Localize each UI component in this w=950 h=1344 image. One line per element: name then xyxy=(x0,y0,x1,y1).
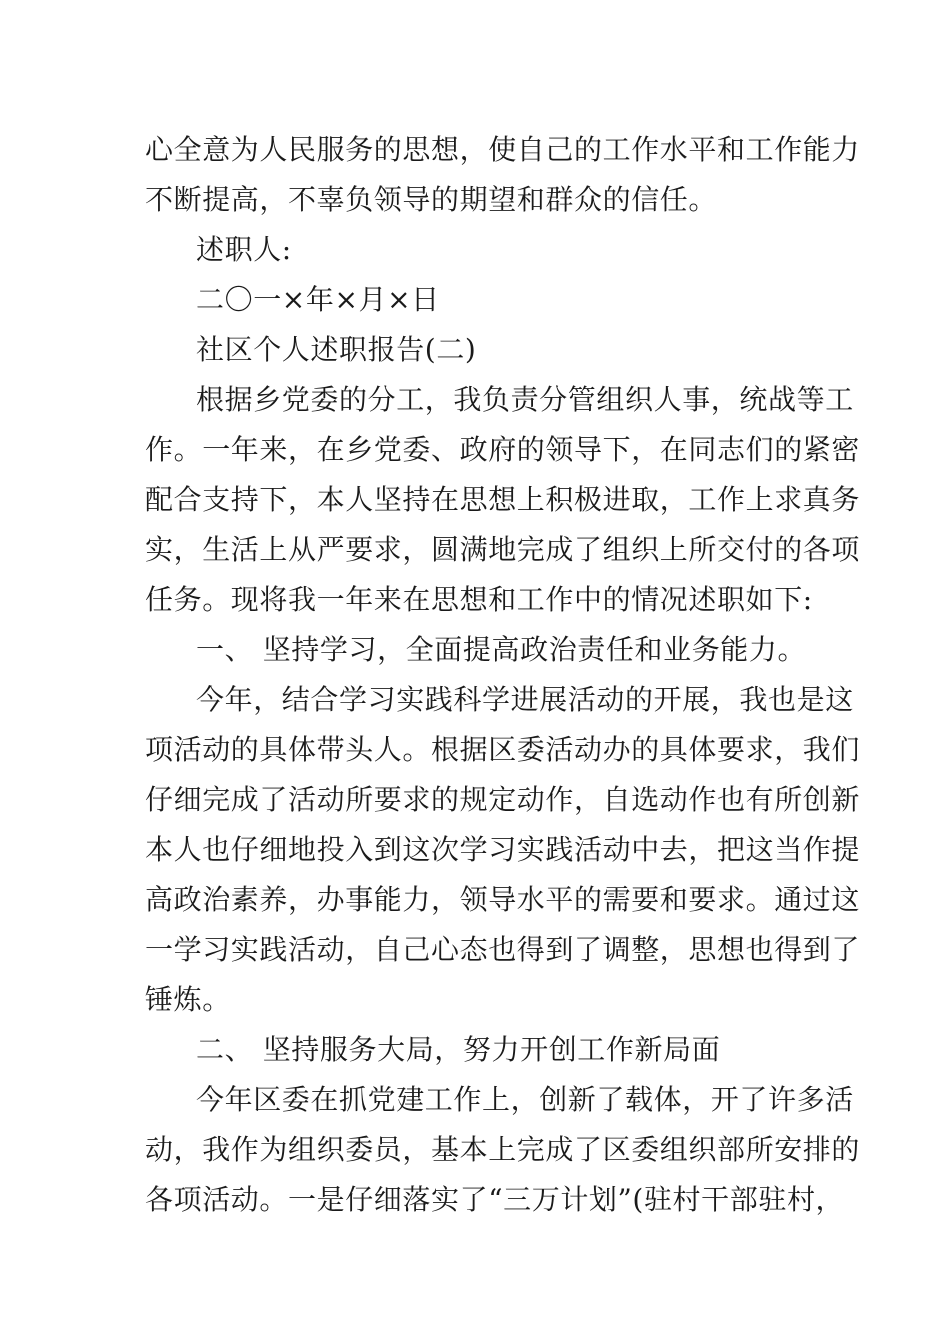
body-text-line: 配合支持下，本人坚持在思想上积极进取，工作上求真务 xyxy=(145,483,861,516)
signature-label: 述职人: xyxy=(196,233,292,266)
body-text-line: 仔细完成了活动所要求的规定动作，自选动作也有所创新 xyxy=(145,783,861,816)
heading-two: 二、 坚持服务大局，努力开创工作新局面 xyxy=(196,1033,721,1066)
body-text-line: 今年，结合学习实践科学进展活动的开展，我也是这 xyxy=(196,683,854,716)
body-text-line: 实，生活上从严要求，圆满地完成了组织上所交付的各项 xyxy=(145,533,861,566)
body-text-line: 本人也仔细地投入到这次学习实践活动中去，把这当作提 xyxy=(145,833,861,866)
body-text-line: 各项活动。一是仔细落实了“三万计划”(驻村干部驻村， xyxy=(145,1183,845,1216)
date-line: 二〇一×年×月×日 xyxy=(196,283,440,316)
body-text-line: 根据乡党委的分工，我负责分管组织人事，统战等工 xyxy=(196,383,854,416)
body-text-line: 不断提高，不辜负领导的期望和群众的信任。 xyxy=(145,183,718,216)
body-text-line: 高政治素养，办事能力，领导水平的需要和要求。通过这 xyxy=(145,883,861,916)
heading-one: 一、 坚持学习，全面提高政治责任和业务能力。 xyxy=(196,633,807,666)
body-text-line: 今年区委在抓党建工作上，创新了载体，开了许多活 xyxy=(196,1083,854,1116)
body-text-line: 心全意为人民服务的思想，使自己的工作水平和工作能力 xyxy=(145,133,861,166)
body-text-line: 任务。现将我一年来在思想和工作中的情况述职如下: xyxy=(145,583,813,616)
body-text-line: 一学习实践活动，自己心态也得到了调整，思想也得到了 xyxy=(145,933,861,966)
body-text-line: 作。一年来，在乡党委、政府的领导下，在同志们的紧密 xyxy=(145,433,861,466)
body-text-line: 锤炼。 xyxy=(145,983,231,1016)
body-text-line: 动，我作为组织委员，基本上完成了区委组织部所安排的 xyxy=(145,1133,861,1166)
body-text-line: 项活动的具体带头人。根据区委活动办的具体要求，我们 xyxy=(145,733,861,766)
section-title: 社区个人述职报告(二) xyxy=(196,333,477,366)
